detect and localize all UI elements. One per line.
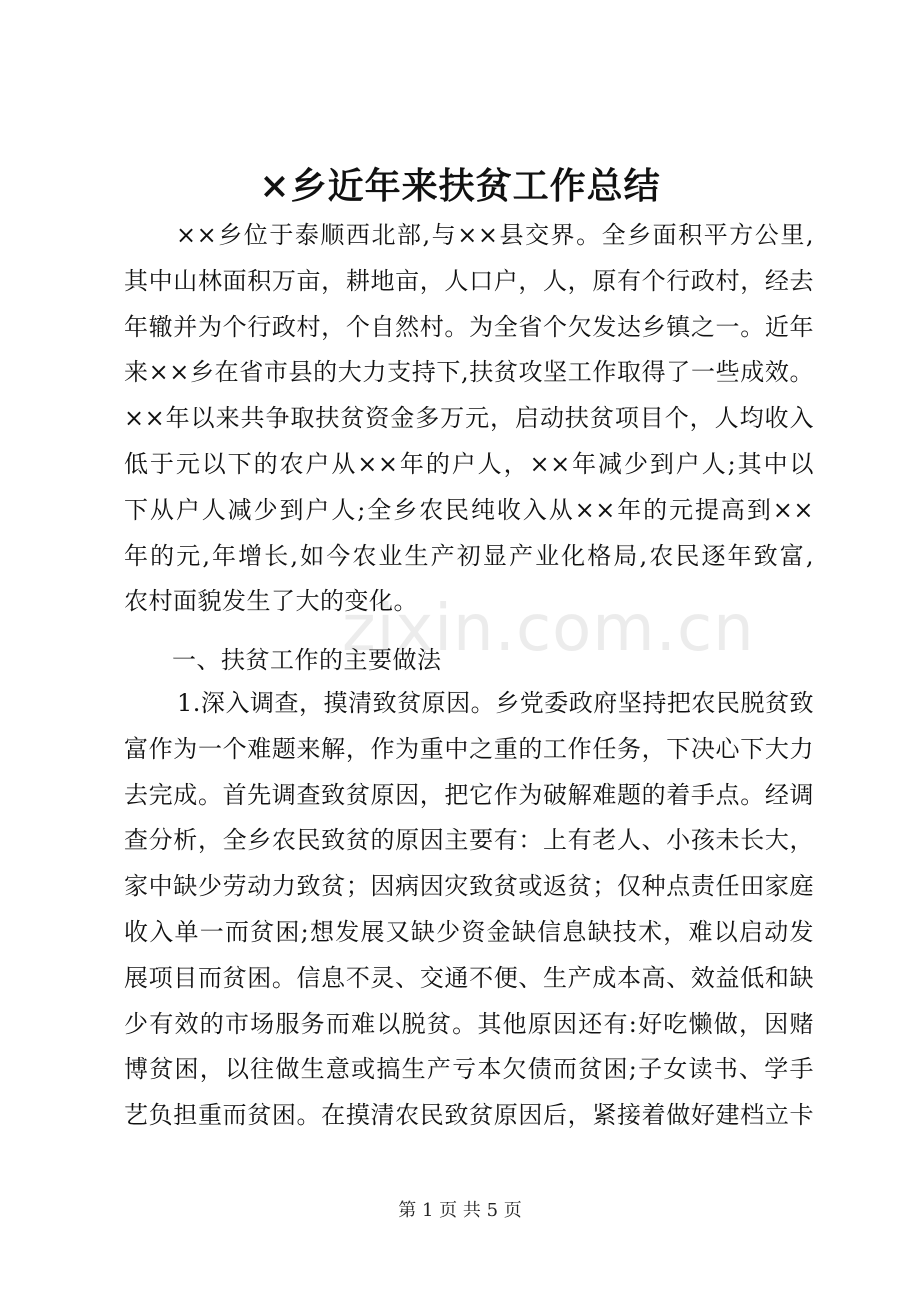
paragraph-line: 年辙并为个行政村，个自然村。为全省个欠发达乡镇之一。近年 <box>124 312 814 341</box>
paragraph-line: ××年以来共争取扶贫资金多万元，启动扶贫项目个，人均收入 <box>124 404 814 433</box>
paragraph-line: 年的元,年增长,如今农业生产初显产业化格局,农民逐年致富, <box>124 541 814 570</box>
paragraph-line: 艺负担重而贫困。在摸清农民致贫原因后，紧接着做好建档立卡 <box>124 1101 814 1130</box>
paragraph-line: 去完成。首先调查致贫原因，把它作为破解难题的着手点。经调 <box>124 780 814 809</box>
section-heading: 一、扶贫工作的主要做法 <box>172 646 442 674</box>
page-footer: 第 1 页 共 5 页 <box>398 1200 522 1221</box>
paragraph-line: 查分析，全乡农民致贫的原因主要有：上有老人、小孩未长大， <box>124 826 814 855</box>
document-title: ×乡近年来扶贫工作总结 <box>259 165 661 207</box>
paragraph-line: 来××乡在省市县的大力支持下,扶贫攻坚工作取得了一些成效。 <box>124 358 814 387</box>
paragraph-line: 农村面貌发生了大的变化。 <box>124 587 418 616</box>
paragraph-line: 1.深入调查，摸清致贫原因。乡党委政府坚持把农民脱贫致 <box>177 689 814 717</box>
section-paragraph <box>124 681 814 1139</box>
paragraph-line: 家中缺少劳动力致贫；因病因灾致贫或返贫；仅种点责任田家庭 <box>124 872 814 901</box>
paragraph-line: 其中山林面积万亩，耕地亩，人口户，人，原有个行政村，经去 <box>124 266 814 295</box>
paragraph-line: 下从户人减少到户人;全乡农民纯收入从××年的元提高到×× <box>124 495 814 524</box>
paragraph-line: ××乡位于泰顺西北部,与××县交界。全乡面积平方公里, <box>176 221 814 249</box>
watermark: zixin.com.cn <box>342 592 755 666</box>
intro-paragraph <box>124 213 814 625</box>
paragraph-line: 低于元以下的农户从××年的户人，××年减少到户人;其中以 <box>124 449 814 478</box>
paragraph-line: 少有效的市场服务而难以脱贫。其他原因还有:好吃懒做，因赌 <box>124 1009 814 1038</box>
paragraph-line: 富作为一个难题来解，作为重中之重的工作任务，下决心下大力 <box>124 734 814 763</box>
paragraph-line: 展项目而贫困。信息不灵、交通不便、生产成本高、效益低和缺 <box>124 963 814 992</box>
paragraph-line: 博贫困，以往做生意或搞生产亏本欠债而贫困;子女读书、学手 <box>124 1055 814 1084</box>
paragraph-line: 收入单一而贫困;想发展又缺少资金缺信息缺技术，难以启动发 <box>124 917 814 946</box>
